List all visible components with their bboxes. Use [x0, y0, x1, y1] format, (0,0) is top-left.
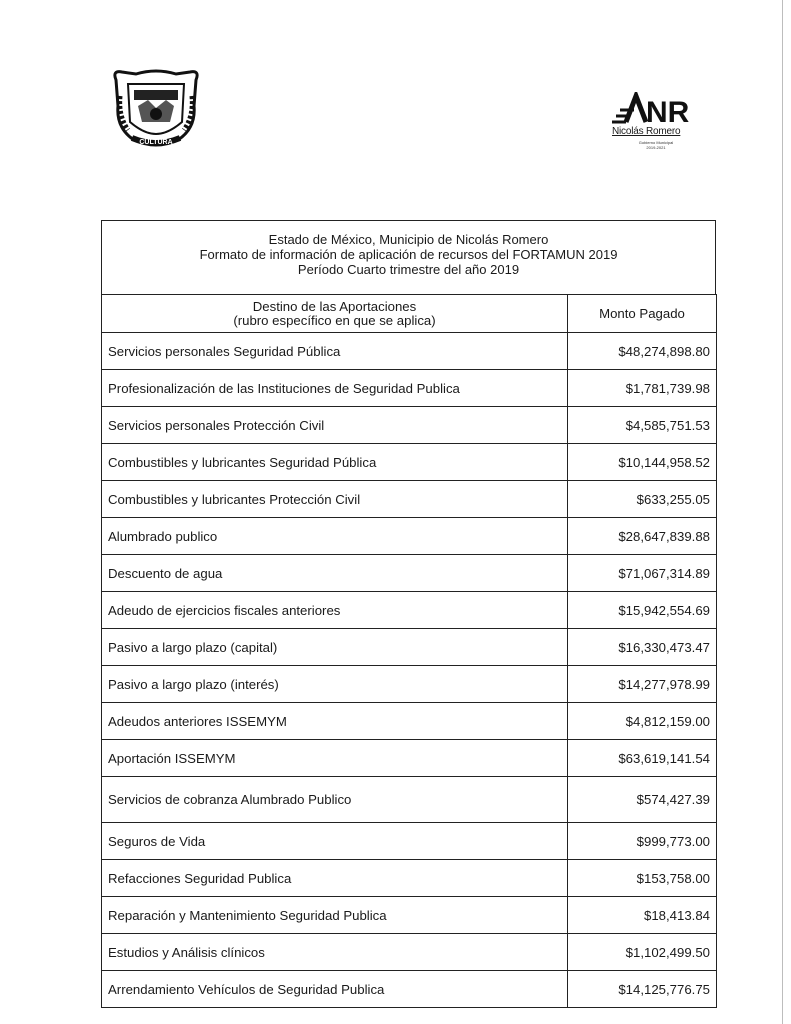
header-line-2: Formato de información de aplicación de recursos del FORTAMUN 2019	[199, 247, 618, 262]
table-row	[102, 518, 717, 555]
row-concepto: Servicios personales Seguridad Pública	[102, 333, 568, 370]
table-row	[102, 481, 717, 518]
row-monto: $153,758.00	[568, 860, 717, 897]
row-monto: $1,102,499.50	[568, 934, 717, 971]
table-row	[102, 629, 717, 666]
row-monto: $999,773.00	[568, 823, 717, 860]
row-concepto: Adeudo de ejercicios fiscales anteriores	[102, 592, 568, 629]
row-monto: $633,255.05	[568, 481, 717, 518]
table-row	[102, 592, 717, 629]
row-concepto: Seguros de Vida	[102, 823, 568, 860]
table-row	[102, 740, 717, 777]
municipal-seal-logo	[108, 66, 204, 150]
table-row	[102, 897, 717, 934]
row-concepto: Profesionalización de las Instituciones de Seguridad Publica	[102, 370, 568, 407]
row-concepto: Refacciones Seguridad Publica	[102, 860, 568, 897]
seal-lettering: CULTURA	[139, 139, 173, 146]
table-row	[102, 777, 717, 823]
table-row	[102, 407, 717, 444]
row-monto: $28,647,839.88	[568, 518, 717, 555]
column-header-destino	[102, 295, 568, 333]
column-header-destino-line2: (rubro específico en que se aplica)	[233, 312, 436, 328]
row-monto: $574,427.39	[568, 777, 717, 823]
row-concepto: Estudios y Análisis clínicos	[102, 934, 568, 971]
row-monto: $48,274,898.80	[568, 333, 717, 370]
row-monto: $4,812,159.00	[568, 703, 717, 740]
row-monto: $15,942,554.69	[568, 592, 717, 629]
table-row	[102, 971, 717, 1008]
row-concepto: Descuento de agua	[102, 555, 568, 592]
row-concepto: Reparación y Mantenimiento Seguridad Publica	[102, 897, 568, 934]
row-concepto: Combustibles y lubricantes Protección Civil	[102, 481, 568, 518]
logo-subtitle	[626, 140, 686, 150]
row-concepto: Servicios personales Protección Civil	[102, 407, 568, 444]
row-concepto: Alumbrado publico	[102, 518, 568, 555]
table-row	[102, 370, 717, 407]
row-monto: $10,144,958.52	[568, 444, 717, 481]
row-monto: $16,330,473.47	[568, 629, 717, 666]
table-row	[102, 703, 717, 740]
row-concepto: Arrendamiento Vehículos de Seguridad Publica	[102, 971, 568, 1008]
logo-subtitle-line1: Gobierno Municipal	[638, 140, 674, 145]
document-header	[101, 220, 716, 294]
logo-mark: NR	[646, 96, 690, 129]
table-row	[102, 934, 717, 971]
row-concepto: Servicios de cobranza Alumbrado Publico	[102, 777, 568, 823]
logo-subtitle-line2: 2019-2021	[646, 145, 666, 150]
table-header-row	[102, 295, 717, 333]
table-row	[102, 333, 717, 370]
row-monto: $14,277,978.99	[568, 666, 717, 703]
row-monto: $14,125,776.75	[568, 971, 717, 1008]
header-line-3: Período Cuarto trimestre del año 2019	[297, 262, 520, 277]
row-monto: $1,781,739.98	[568, 370, 717, 407]
row-monto: $18,413.84	[568, 897, 717, 934]
table-row	[102, 555, 717, 592]
row-concepto: Adeudos anteriores ISSEMYM	[102, 703, 568, 740]
row-concepto: Pasivo a largo plazo (capital)	[102, 629, 568, 666]
scan-edge-line	[782, 0, 783, 1024]
row-monto: $4,585,751.53	[568, 407, 717, 444]
column-header-monto: Monto Pagado	[568, 295, 717, 333]
column-header-destino-line1: Destino de las Aportaciones	[252, 298, 417, 314]
row-monto: $71,067,314.89	[568, 555, 717, 592]
table-row	[102, 666, 717, 703]
table-row	[102, 823, 717, 860]
table-row	[102, 444, 717, 481]
row-monto: $63,619,141.54	[568, 740, 717, 777]
row-concepto: Pasivo a largo plazo (interés)	[102, 666, 568, 703]
header-line-1: Estado de México, Municipio de Nicolás Romero	[268, 232, 549, 247]
row-concepto: Aportación ISSEMYM	[102, 740, 568, 777]
table-row	[102, 860, 717, 897]
row-concepto: Combustibles y lubricantes Seguridad Pública	[102, 444, 568, 481]
logo-name: Nicolás Romero	[612, 126, 681, 137]
fortamun-table	[101, 294, 717, 1008]
